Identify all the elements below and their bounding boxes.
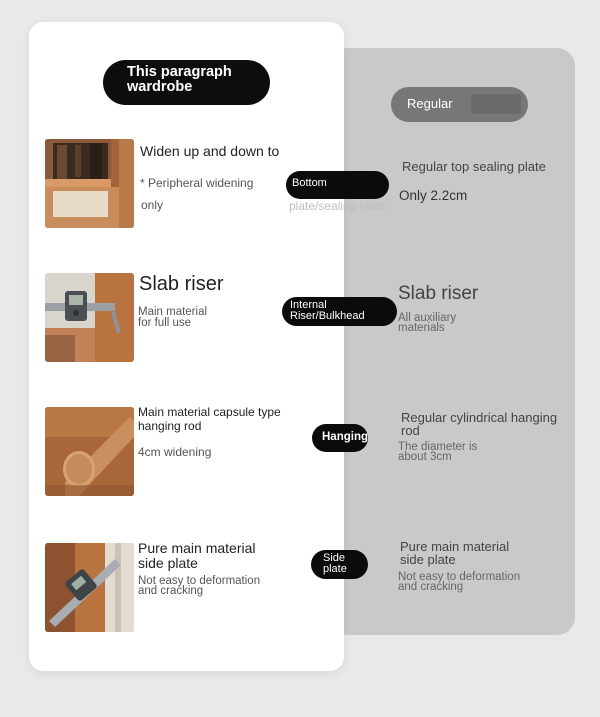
regular-title: Regular — [407, 96, 453, 111]
row1-right-title: Regular top sealing plate — [402, 159, 546, 174]
hanging-rod-image — [45, 407, 134, 496]
row2-left-desc: Main material — [138, 306, 208, 318]
row4-right-title: Pure main material — [400, 539, 510, 554]
row2-right-desc: All auxiliary — [398, 312, 457, 324]
row4-left-desc: Not easy to deformation — [138, 575, 261, 587]
row2-left-title: Slab riser — [139, 273, 224, 295]
chip2-label2: Riser/Bulkhead — [290, 310, 365, 322]
row3-left-title: Main material capsule type — [138, 405, 281, 419]
row4-right-title2: side plate — [400, 552, 456, 567]
caliper-side-plate-image — [45, 543, 134, 632]
row3-right-title2: rod — [401, 423, 420, 438]
chip4-label2: plate — [323, 563, 347, 575]
row1-left-desc2: only — [141, 198, 164, 212]
row4-left-desc2: and cracking — [138, 585, 204, 597]
row1-left-desc: * Peripheral widening — [140, 176, 254, 190]
wardrobe-corner-image — [45, 139, 134, 228]
chip4-label: Side — [323, 552, 346, 564]
row1-right-desc: Only 2.2cm — [399, 188, 468, 203]
row4-right-desc: Not easy to deformation — [398, 571, 521, 583]
row3-right-desc: The diameter is — [398, 441, 478, 453]
bottom-plate-chip — [286, 171, 389, 199]
chip1-overflow-label: plate/sealing plate — [289, 199, 386, 213]
riser-bulkhead-chip — [282, 297, 397, 326]
caliper-riser-image — [45, 273, 134, 362]
row2-right-title: Slab riser — [398, 283, 479, 304]
chip2-label: Internal — [290, 299, 327, 311]
row3-left-title2: hanging rod — [138, 419, 202, 433]
row3-left-desc: 4cm widening — [138, 445, 212, 459]
row1-left-title: Widen up and down to — [140, 143, 280, 159]
row4-left-title2: side plate — [138, 555, 198, 571]
row3-right-desc2: about 3cm — [398, 451, 452, 463]
hanging-chip — [312, 424, 368, 452]
wardrobe-title-pill — [103, 60, 270, 105]
row4-left-title: Pure main material — [138, 540, 256, 556]
title-overlay-shade — [471, 94, 521, 114]
row4-right-desc2: and cracking — [398, 581, 464, 593]
side-plate-chip — [311, 550, 368, 579]
row3-right-title: Regular cylindrical hanging — [401, 410, 558, 425]
row2-left-desc2: for full use — [138, 317, 192, 329]
regular-title-pill — [391, 87, 528, 122]
chip1-label: Bottom — [292, 177, 327, 189]
chip3-label: Hanging — [322, 431, 368, 443]
wardrobe-title: This paragraph wardrobe — [127, 64, 232, 95]
row2-right-desc2: materials — [398, 322, 445, 334]
